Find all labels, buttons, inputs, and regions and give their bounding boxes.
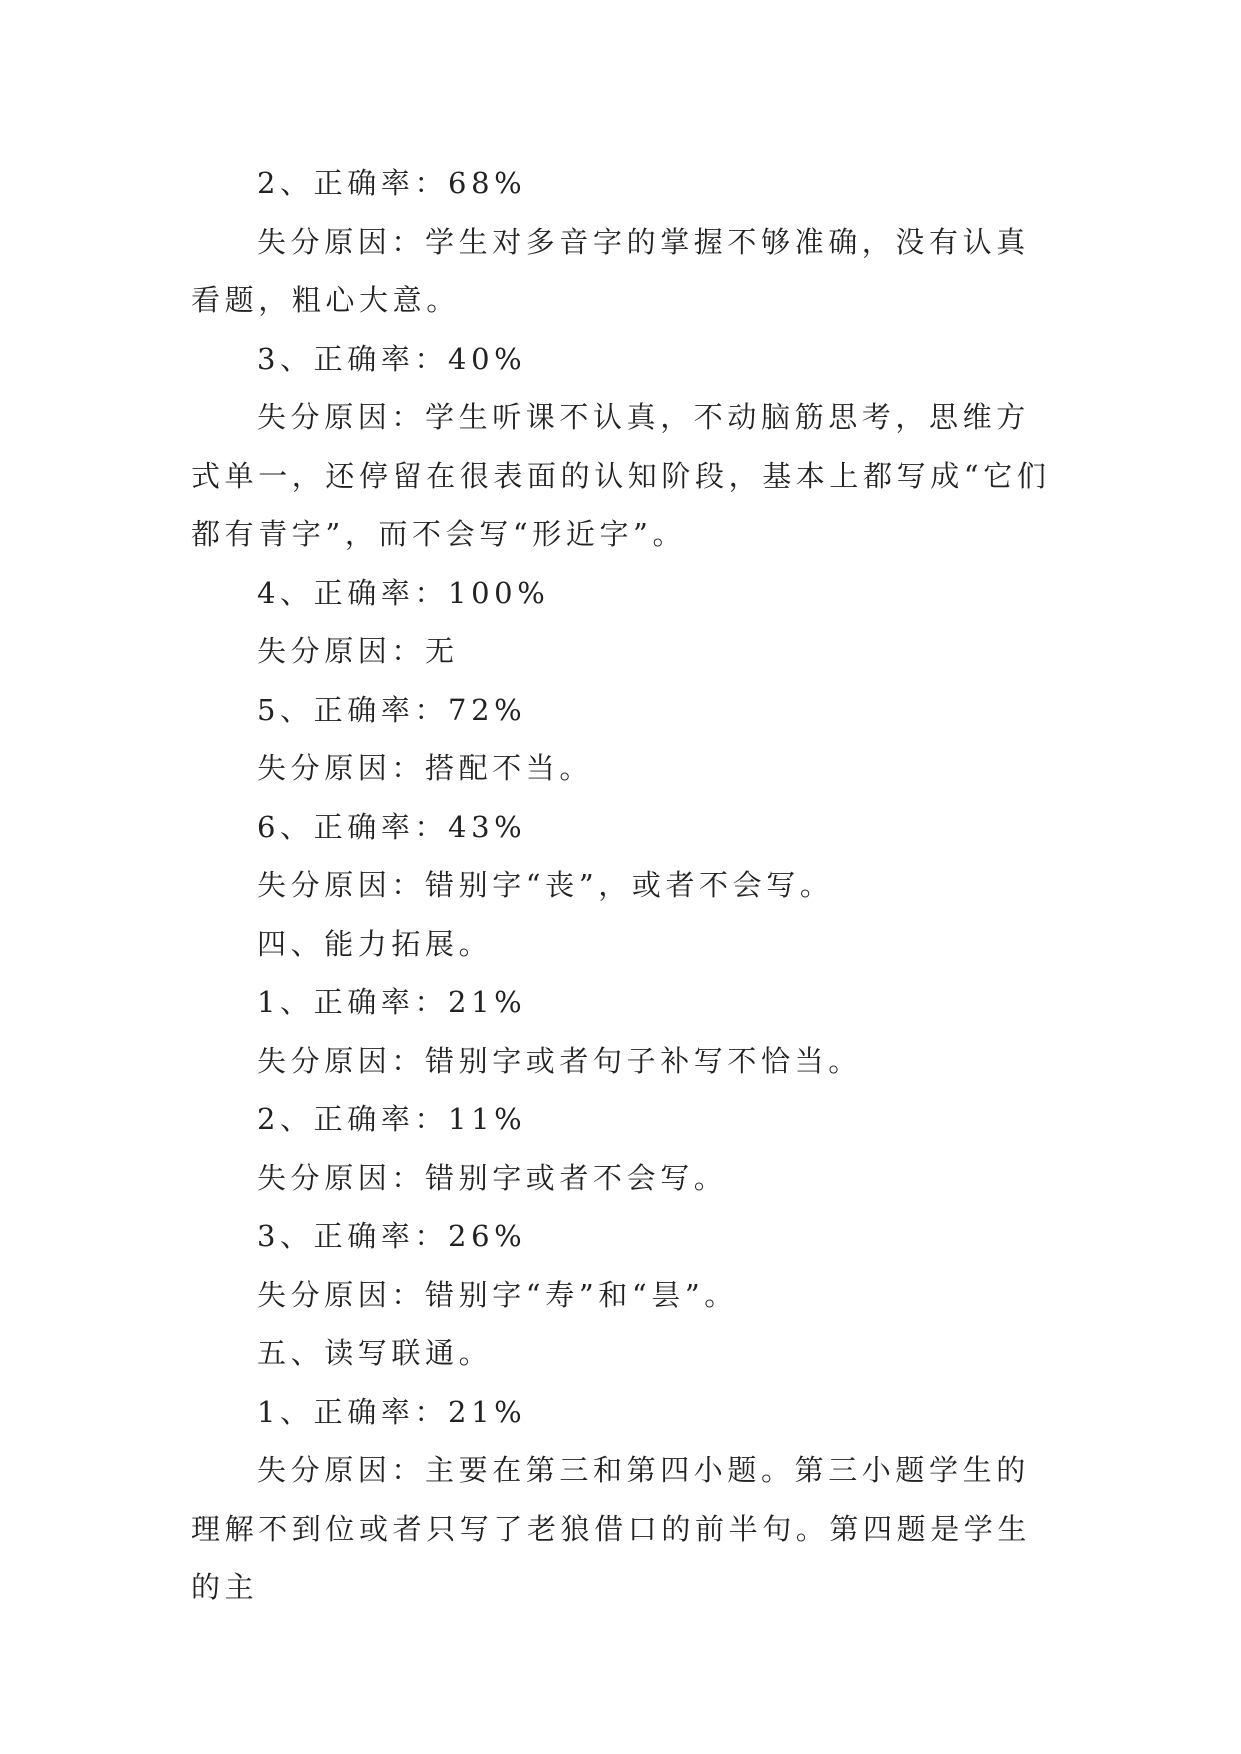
section-4-item-3-accuracy: 3、正确率：26%: [257, 1219, 527, 1253]
item-5-accuracy: 5、正确率：72%: [257, 692, 527, 727]
section-5-item-1-reason: 失分原因：主要在第三和第四小题。第三小题学生的理解不到位或者只写了老狼借口的前半句。第四题是学生的主: [191, 1453, 1032, 1604]
document-page: [191, 154, 1051, 1617]
item-2-accuracy: 2、正确率：68%: [257, 166, 527, 200]
section-4-item-3-reason: 失分原因：错别字“寿”和“昙”。: [257, 1277, 738, 1312]
item-2-reason: 失分原因：学生对多音字的掌握不够准确，没有认真看题，粗心大意。: [191, 224, 1030, 317]
item-5-reason: 失分原因：搭配不当。: [257, 751, 594, 785]
section-5-heading: 五、读写联通。: [257, 1336, 493, 1370]
item-4-accuracy: 4、正确率：100%: [257, 575, 550, 610]
section-4-item-2-reason: 失分原因：错别字或者不会写。: [257, 1160, 728, 1195]
item-6-accuracy: 6、正确率：43%: [257, 809, 527, 844]
section-4-item-1-accuracy: 1、正确率：21%: [257, 985, 527, 1019]
section-4-heading: 四、能力拓展。: [257, 926, 493, 961]
item-6-reason: 失分原因：错别字“丧”，或者不会写。: [257, 868, 834, 902]
item-3-reason: 失分原因：学生听课不认真，不动脑筋思考，思维方式单一，还停留在很表面的认知阶段，基本上都写成“它们都有青字”，而不会写“形近字”。: [191, 400, 1051, 551]
item-3-accuracy: 3、正确率：40%: [257, 341, 527, 376]
section-5-item-1-accuracy: 1、正确率：21%: [257, 1394, 527, 1429]
section-4-item-2-accuracy: 2、正确率：11%: [257, 1102, 527, 1136]
item-4-reason: 失分原因：无: [257, 634, 459, 668]
section-4-item-1-reason: 失分原因：错别字或者句子补写不恰当。: [257, 1043, 862, 1078]
